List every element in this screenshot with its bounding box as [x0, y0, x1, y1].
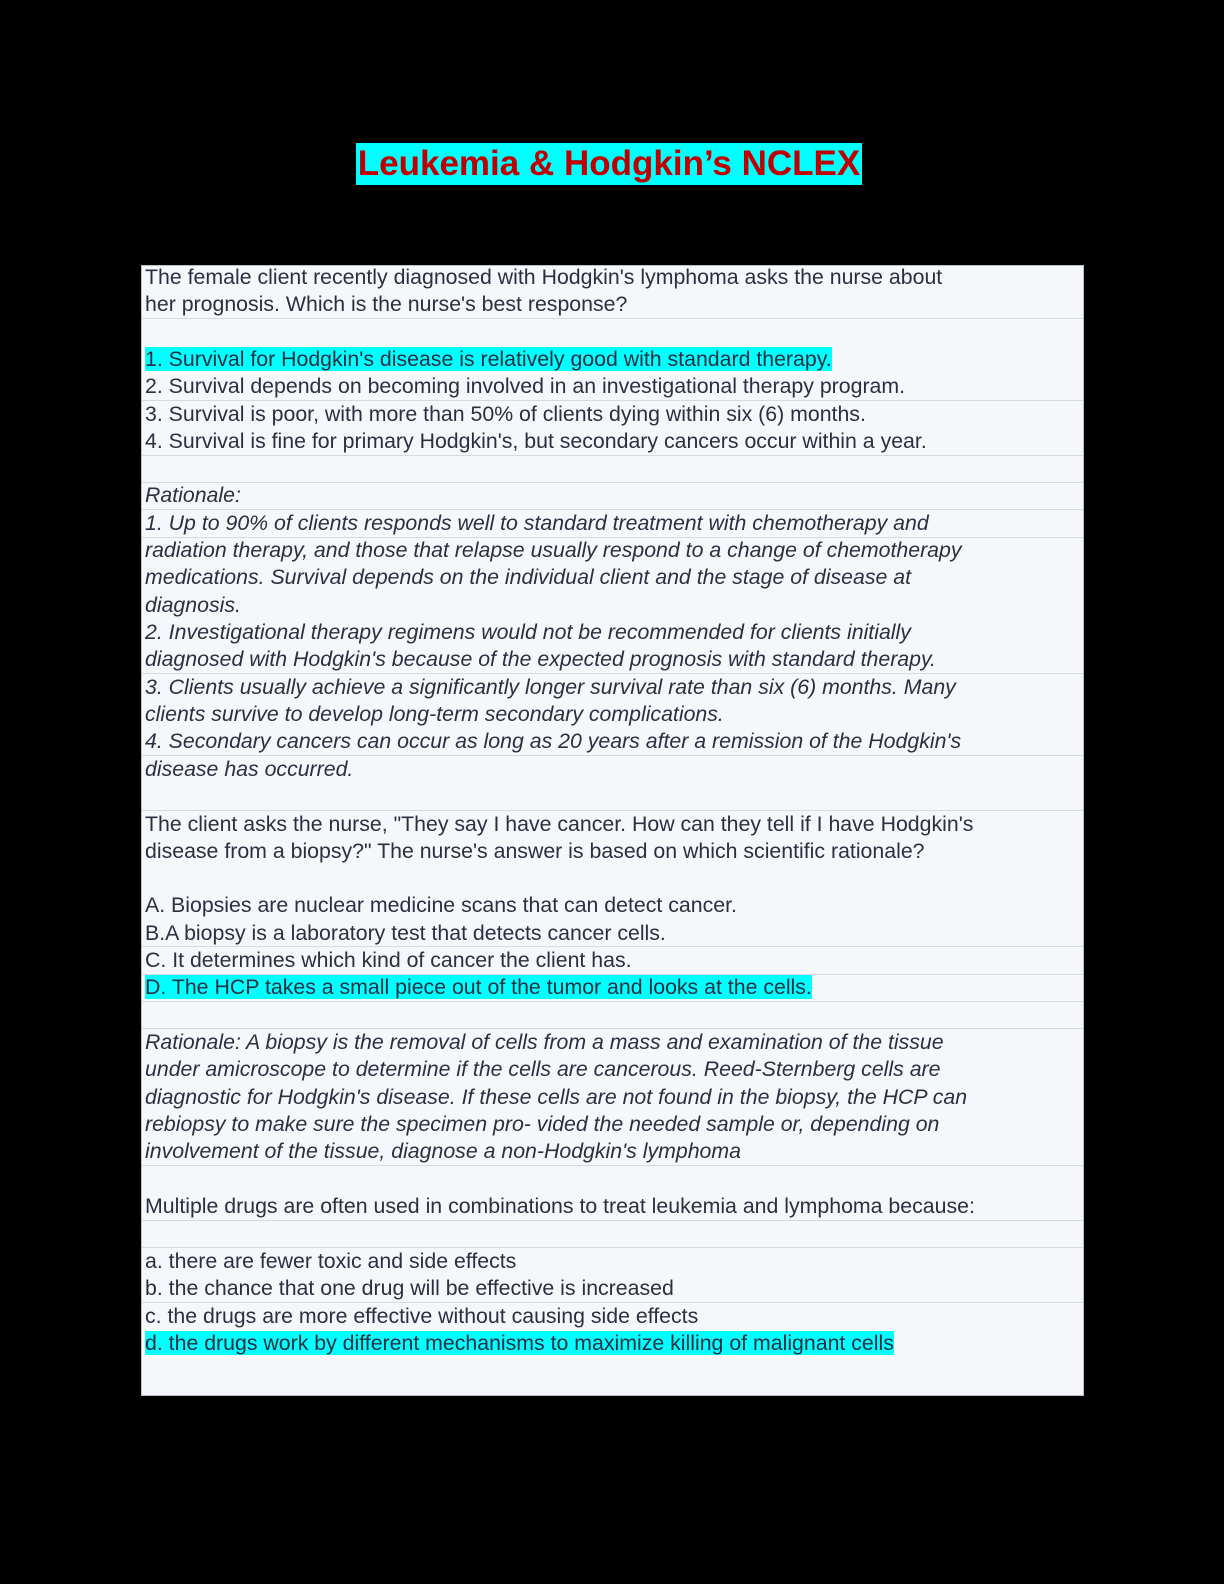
page-title: Leukemia & Hodgkin’s NCLEX [357, 144, 861, 183]
q1-rationale-line: 3. Clients usually achieve a significantly longer survival rate than six (6) months. Many [145, 675, 956, 699]
q1-stem-line: The female client recently diagnosed with Hodgkin's lymphoma asks the nurse about [145, 265, 943, 289]
title-wrap [0, 143, 1224, 185]
q1-option-correct [145, 346, 832, 374]
q1-rationale-line: 1. Up to 90% of clients responds well to standard treatment with chemotherapy and [145, 511, 929, 535]
q1-rationale-line: diagnosed with Hodgkin's because of the expected prognosis with standard therapy. [145, 647, 936, 671]
q2-stem-line: The client asks the nurse, "They say I have cancer. How can they tell if I have Hodgkin's [145, 812, 974, 836]
q2-stem-line: disease from a biopsy?" The nurse's answer is based on which scientific rationale? [145, 839, 925, 863]
q3-stem-line: Multiple drugs are often used in combinations to treat leukemia and lymphoma because: [145, 1194, 975, 1218]
q2-option: A. Biopsies are nuclear medicine scans that can detect cancer. [145, 893, 737, 917]
q1-rationale-line: medications. Survival depends on the individual client and the stage of disease at [145, 565, 911, 589]
q2-rationale-line: involvement of the tissue, diagnose a non-Hodgkin's lymphoma [145, 1139, 741, 1163]
row-divider [142, 482, 1083, 483]
q1-rationale-heading: Rationale: [145, 483, 241, 507]
q1-rationale-line: disease has occurred. [145, 757, 354, 781]
q3-option: c. the drugs are more effective without causing side effects [145, 1304, 699, 1328]
q1-rationale-line: 4. Secondary cancers can occur as long as 20 years after a remission of the Hodgkin's [145, 729, 962, 753]
correct-answer-highlight: d. the drugs work by different mechanisms to maximize killing of malignant cells [145, 1331, 894, 1355]
correct-answer-highlight: 1. Survival for Hodgkin's disease is relatively good with standard therapy. [145, 347, 832, 371]
q1-option: 2. Survival depends on becoming involved in an investigational therapy program. [145, 374, 906, 398]
question-panel [141, 265, 1084, 1396]
q3-option: b. the chance that one drug will be effective is increased [145, 1276, 674, 1300]
q2-rationale-line: Rationale: A biopsy is the removal of cells from a mass and examination of the tissue [145, 1030, 944, 1054]
q1-rationale-line: 2. Investigational therapy regimens would not be recommended for clients initially [145, 620, 911, 644]
q1-option: 3. Survival is poor, with more than 50% of clients dying within six (6) months. [145, 402, 866, 426]
q1-stem-line: her prognosis. Which is the nurse's best response? [145, 292, 628, 316]
q2-rationale-line: diagnostic for Hodgkin's disease. If these cells are not found in the biopsy, the HCP can [145, 1085, 968, 1109]
q1-rationale-line: clients survive to develop long-term secondary complications. [145, 702, 724, 726]
q2-rationale-line: rebiopsy to make sure the specimen pro- vided the needed sample or, depending on [145, 1112, 940, 1136]
correct-answer-highlight: D. The HCP takes a small piece out of the tumor and looks at the cells. [145, 975, 812, 999]
q2-option: B.A biopsy is a laboratory test that detects cancer cells. [145, 921, 666, 945]
q3-option: a. there are fewer toxic and side effects [145, 1249, 517, 1273]
q2-option: C. It determines which kind of cancer the client has. [145, 948, 632, 972]
q2-option-correct [145, 974, 812, 1002]
q1-rationale-line: radiation therapy, and those that relapse usually respond to a change of chemotherapy [145, 538, 962, 562]
q1-rationale-line: diagnosis. [145, 593, 241, 617]
q2-rationale-line: under amicroscope to determine if the cells are cancerous. Reed-Sternberg cells are [145, 1057, 941, 1081]
q1-option: 4. Survival is fine for primary Hodgkin's, but secondary cancers occur within a year. [145, 429, 927, 453]
q3-option-correct [145, 1330, 894, 1358]
